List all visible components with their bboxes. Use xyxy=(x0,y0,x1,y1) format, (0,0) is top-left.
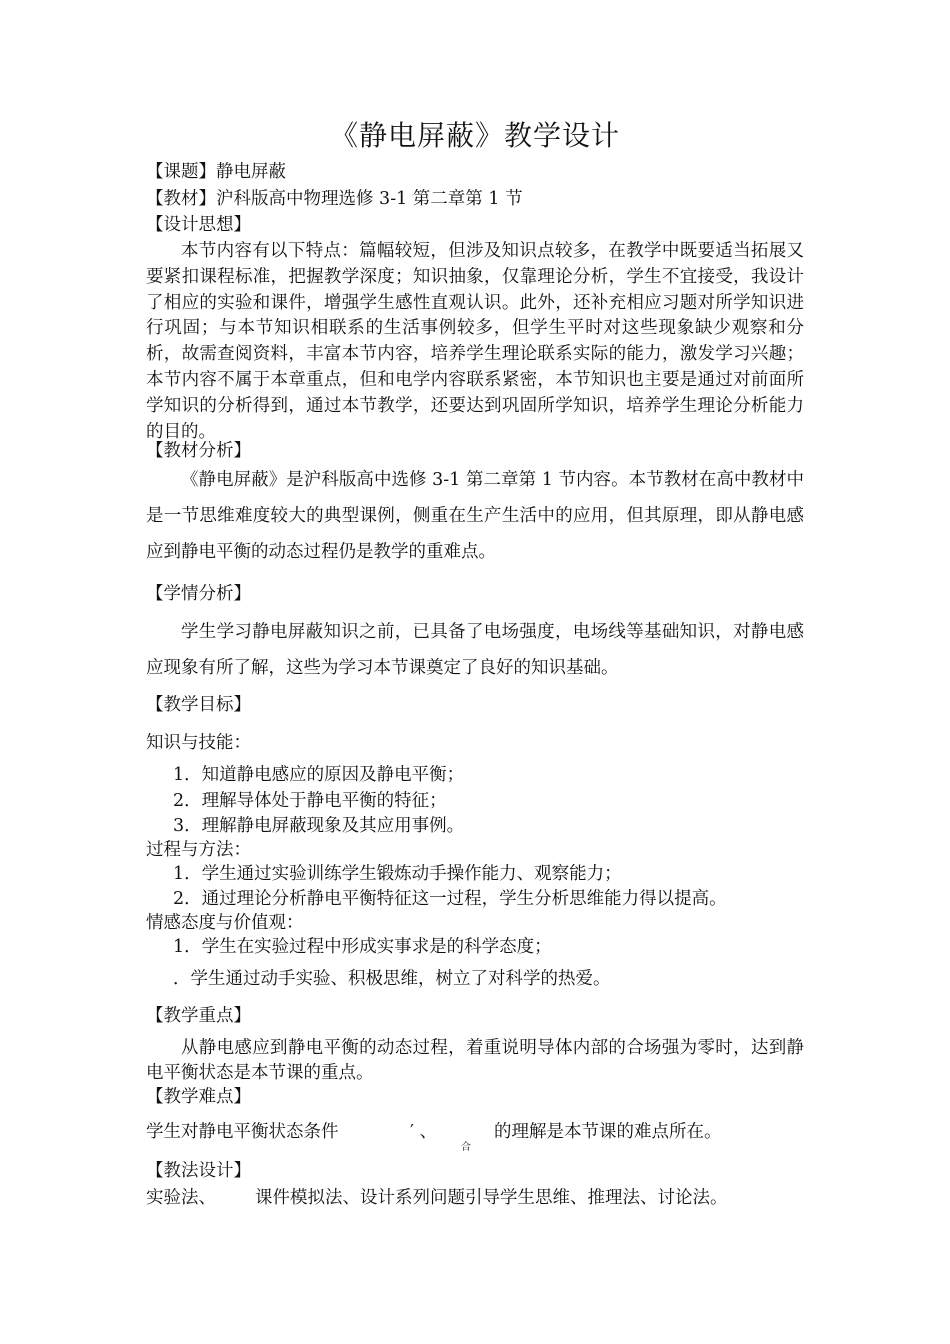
design-paragraph: 本节内容有以下特点：篇幅较短，但涉及知识点较多，在教学中既要适当拓展又要紧扣课程标准，把握教学深度；知识抽象，仅靠理论分析，学生不宜接受，我设计了相应的实验和课件，增强学生感性直观认识。此外，还补充相应习题对所学知识进行巩固；与本节知识相联系的生活事例较多，但学生平时对这些现象缺少观察和分析，故需查阅资料，丰富本节内容，培养学生理论联系实际的能力，激发学习兴趣；本节内容不属于本章重点，但和电学内容联系紧密，本节知识也主要是通过对前面所学知识的分析得到，通过本节教学，还要达到巩固所学知识，培养学生理论分析能力的目的。 xyxy=(146,241,804,442)
emotion-label: 情感态度与价值观： xyxy=(146,913,304,933)
process-label: 过程与方法： xyxy=(146,840,251,860)
difficulty-line-prefix: 学生对静电平衡状态条件 xyxy=(146,1122,339,1142)
student-analysis-paragraph: 学生学习静电屏蔽知识之前，已具备了电场强度，电场线等基础知识，对静电感应现象有所了解，这些为学习本节课奠定了良好的知识基础。 xyxy=(146,622,804,678)
knowledge-item: 2．理解导体处于静电平衡的特征； xyxy=(173,791,447,811)
difficulty-line-suffix: 的理解是本节课的难点所在。 xyxy=(494,1122,722,1142)
design-heading: 【设计思想】 xyxy=(146,215,251,235)
key-heading: 【教学重点】 xyxy=(146,1006,251,1026)
difficulty-formula-mark: ′ 、 xyxy=(410,1122,438,1142)
process-item: 1．学生通过实验训练学生锻炼动手操作能力、观察能力； xyxy=(173,864,622,884)
process-item: 2．通过理论分析静电平衡特征这一过程，学生分析思维能力得以提高。 xyxy=(173,889,727,909)
knowledge-item: 3．理解静电屏蔽现象及其应用事例。 xyxy=(173,816,465,836)
difficulty-formula-subscript: 合 xyxy=(461,1142,471,1153)
emotion-item: ．学生通过动手实验、积极思维，树立了对科学的热爱。 xyxy=(173,969,611,989)
textbook-analysis-paragraph: 《静电屏蔽》是沪科版高中选修 3-1 第二章第 1 节内容。本节教材在高中教材中是一节思维难度较大的典型课例，侧重在生产生活中的应用，但其原理，即从静电感应到静电平衡的动态过程仍是教学的重难点。 xyxy=(146,470,804,562)
textbook-line: 【教材】沪科版高中物理选修 3-1 第二章第 1 节 xyxy=(146,189,523,209)
student-analysis-heading: 【学情分析】 xyxy=(146,584,251,604)
method-heading: 【教法设计】 xyxy=(146,1161,251,1181)
course-line: 【课题】静电屏蔽 xyxy=(146,162,286,182)
emotion-item: 1．学生在实验过程中形成实事求是的科学态度； xyxy=(173,937,552,957)
method-part-1: 实验法、 xyxy=(146,1188,216,1208)
objectives-heading: 【教学目标】 xyxy=(146,695,251,715)
knowledge-label: 知识与技能： xyxy=(146,733,251,753)
key-paragraph: 从静电感应到静电平衡的动态过程，着重说明导体内部的合场强为零时，达到静电平衡状态是本节课的重点。 xyxy=(146,1038,804,1083)
textbook-analysis-heading: 【教材分析】 xyxy=(146,441,251,461)
knowledge-item: 1．知道静电感应的原因及静电平衡； xyxy=(173,765,465,785)
page-title: 《静电屏蔽》教学设计 xyxy=(329,119,620,152)
method-part-2: 课件模拟法、设计系列问题引导学生思维、推理法、讨论法。 xyxy=(255,1188,728,1208)
difficulty-heading: 【教学难点】 xyxy=(146,1087,251,1107)
